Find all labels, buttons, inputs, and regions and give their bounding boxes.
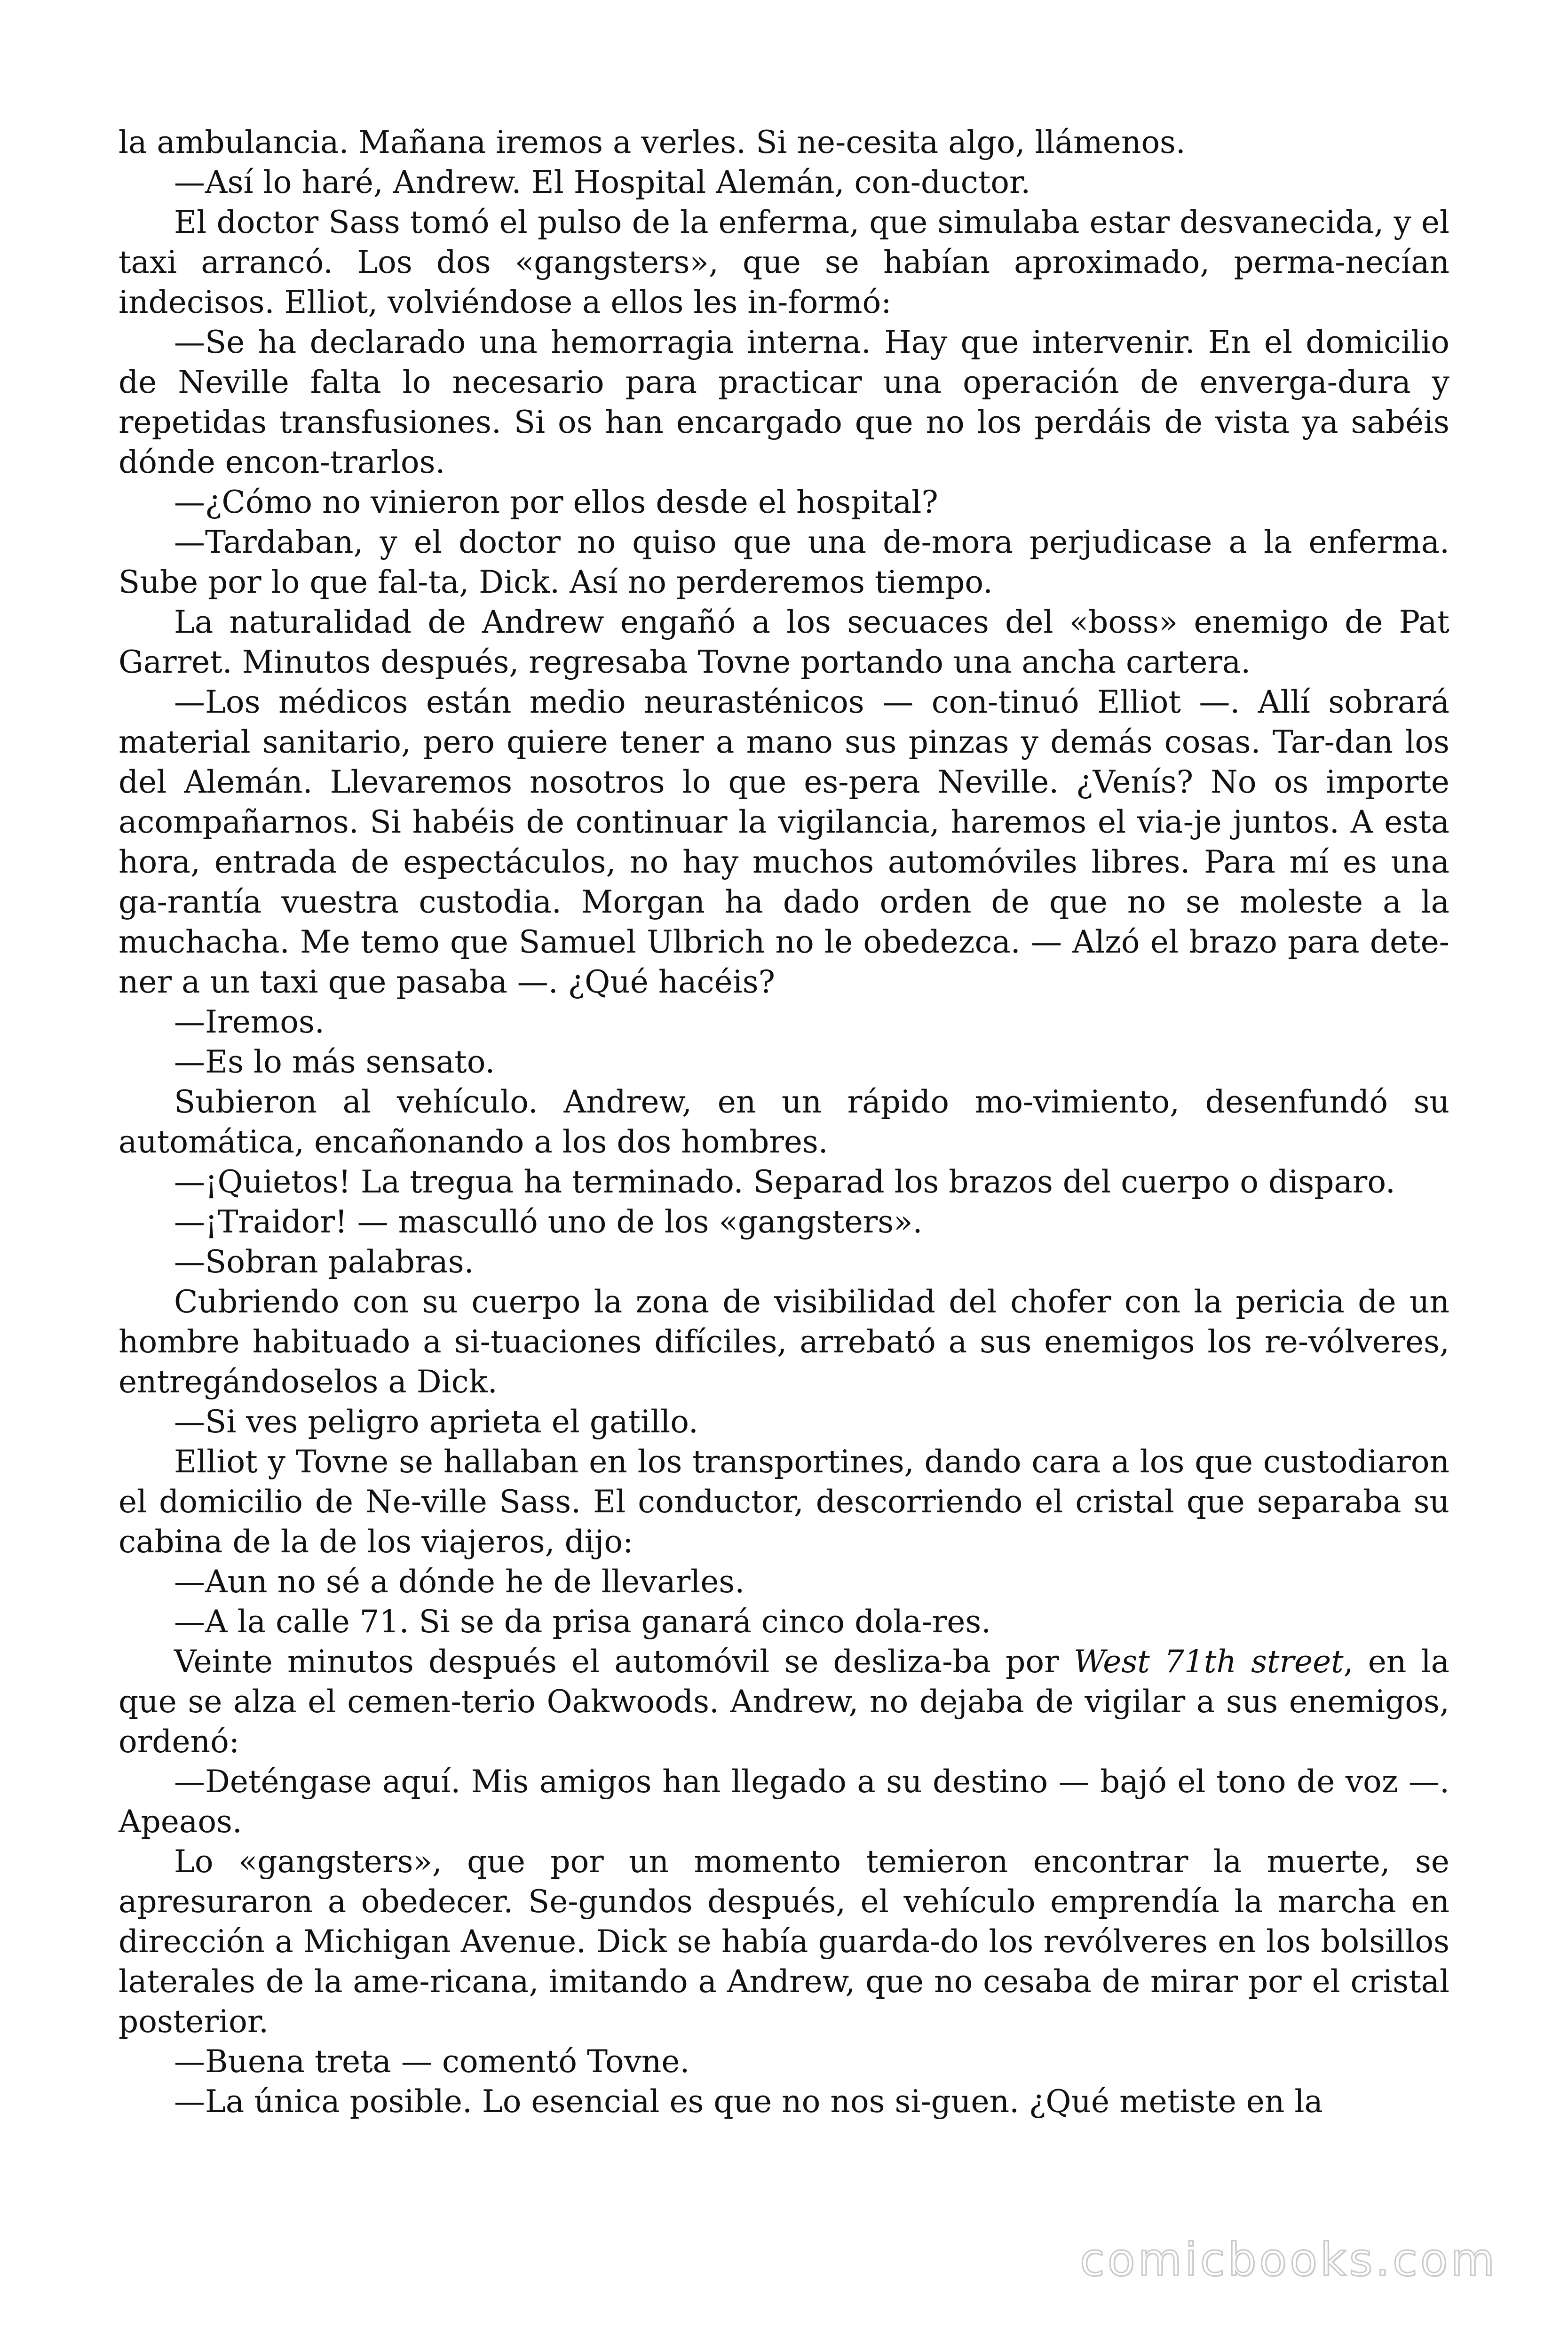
paragraph: —Sobran palabras. — [174, 1244, 474, 1280]
paragraph: La naturalidad de Andrew engañó a los secuaces del «boss» enemigo de Pat Garret. Minutos después, regresaba Tovne portando una ancha cartera. — [119, 604, 1449, 680]
paragraph: Lo «gangsters», que por un momento temieron encontrar la muerte, se apresuraron a obedecer. Se-gundos después, el vehículo emprendía la marcha en dirección a Michigan Avenue. Dick se había guarda-do los revólveres en los bolsillos laterales de la ame-ricana, imitando a Andrew, que no cesaba de mirar por el cristal posterior. — [119, 1843, 1449, 2040]
paragraph: —Los médicos están medio neurasténicos — con-tinuó Elliot —. Allí sobrará material sanitario, pero quiere tener a mano sus pinzas y demás cosas. Tar-dan los del Alemán. Llevaremos nosotros lo que es-pera Neville. ¿Venís? No os importe acompañarnos. Si habéis de continuar la vigilancia, haremos el via-je juntos. A esta hora, entrada de espectáculos, no hay muchos automóviles libres. Para mí es una ga-rantía vuestra custodia. Morgan ha dado orden de que no se moleste a la muchacha. Me temo que Samuel Ulbrich no le obedezca. — Alzó el brazo para dete-ner a un taxi que pasaba —. ¿Qué hacéis? — [119, 684, 1449, 1000]
paragraph: —¡Traidor! — masculló uno de los «gangsters». — [174, 1204, 923, 1240]
page-body — [119, 122, 1449, 2122]
paragraph: —Aun no sé a dónde he de llevarles. — [174, 1564, 745, 1600]
paragraph — [119, 1642, 1449, 1762]
street-name-italic: West 71th street — [1073, 1644, 1344, 1680]
paragraph: —Así lo haré, Andrew. El Hospital Alemán, con-ductor. — [174, 164, 1031, 200]
paragraph: —Buena treta — comentó Tovne. — [174, 2043, 690, 2080]
paragraph: —Es lo más sensato. — [174, 1044, 495, 1080]
paragraph: —¡Quietos! La tregua ha terminado. Separad los brazos del cuerpo o disparo. — [174, 1164, 1395, 1200]
paragraph: —Si ves peligro aprieta el gatillo. — [174, 1404, 698, 1440]
paragraph: —Deténgase aquí. Mis amigos han llegado a su destino — bajó el tono de voz —. Apeaos. — [119, 1764, 1449, 1840]
paragraph-text: , en la que se alza el cemen-terio Oakwoods. Andrew, no dejaba de vigilar a sus enemigos, ordenó: — [119, 1644, 1449, 1760]
paragraph-text: Veinte minutos después el automóvil se desliza-ba por — [174, 1644, 1074, 1680]
paragraph: —¿Cómo no vinieron por ellos desde el hospital? — [174, 484, 938, 520]
paragraph: la ambulancia. Mañana iremos a verles. Si ne-cesita algo, llámenos. — [119, 124, 1186, 160]
watermark: comicbooks.com — [1079, 2233, 1497, 2286]
paragraph: Elliot y Tovne se hallaban en los transportines, dando cara a los que custodiaron el domicilio de Ne-ville Sass. El conductor, descorriendo el cristal que separaba su cabina de la de los viajeros, dijo: — [119, 1444, 1449, 1560]
paragraph: Subieron al vehículo. Andrew, en un rápido mo-vimiento, desenfundó su automática, encañonando a los dos hombres. — [119, 1084, 1449, 1160]
paragraph: —A la calle 71. Si se da prisa ganará cinco dola-res. — [174, 1604, 991, 1640]
paragraph: El doctor Sass tomó el pulso de la enferma, que simulaba estar desvanecida, y el taxi arrancó. Los dos «gangsters», que se habían aproximado, perma-necían indecisos. Elliot, volviéndose a ellos les in-formó: — [119, 204, 1449, 320]
paragraph: —Se ha declarado una hemorragia interna. Hay que intervenir. En el domicilio de Neville falta lo necesario para practicar una operación de enverga-dura y repetidas transfusiones. Si os han encargado que no los perdáis de vista ya sabéis dónde encon-trarlos. — [119, 324, 1449, 480]
paragraph: —Iremos. — [174, 1004, 325, 1040]
paragraph: Cubriendo con su cuerpo la zona de visibilidad del chofer con la pericia de un hombre habituado a si-tuaciones difíciles, arrebató a sus enemigos los re-vólveres, entregándoselos a Dick. — [119, 1284, 1449, 1400]
paragraph: —La única posible. Lo esencial es que no nos si-guen. ¿Qué metiste en la — [174, 2083, 1323, 2120]
paragraph: —Tardaban, y el doctor no quiso que una de-mora perjudicase a la enferma. Sube por lo que fal-ta, Dick. Así no perderemos tiempo. — [119, 524, 1449, 600]
